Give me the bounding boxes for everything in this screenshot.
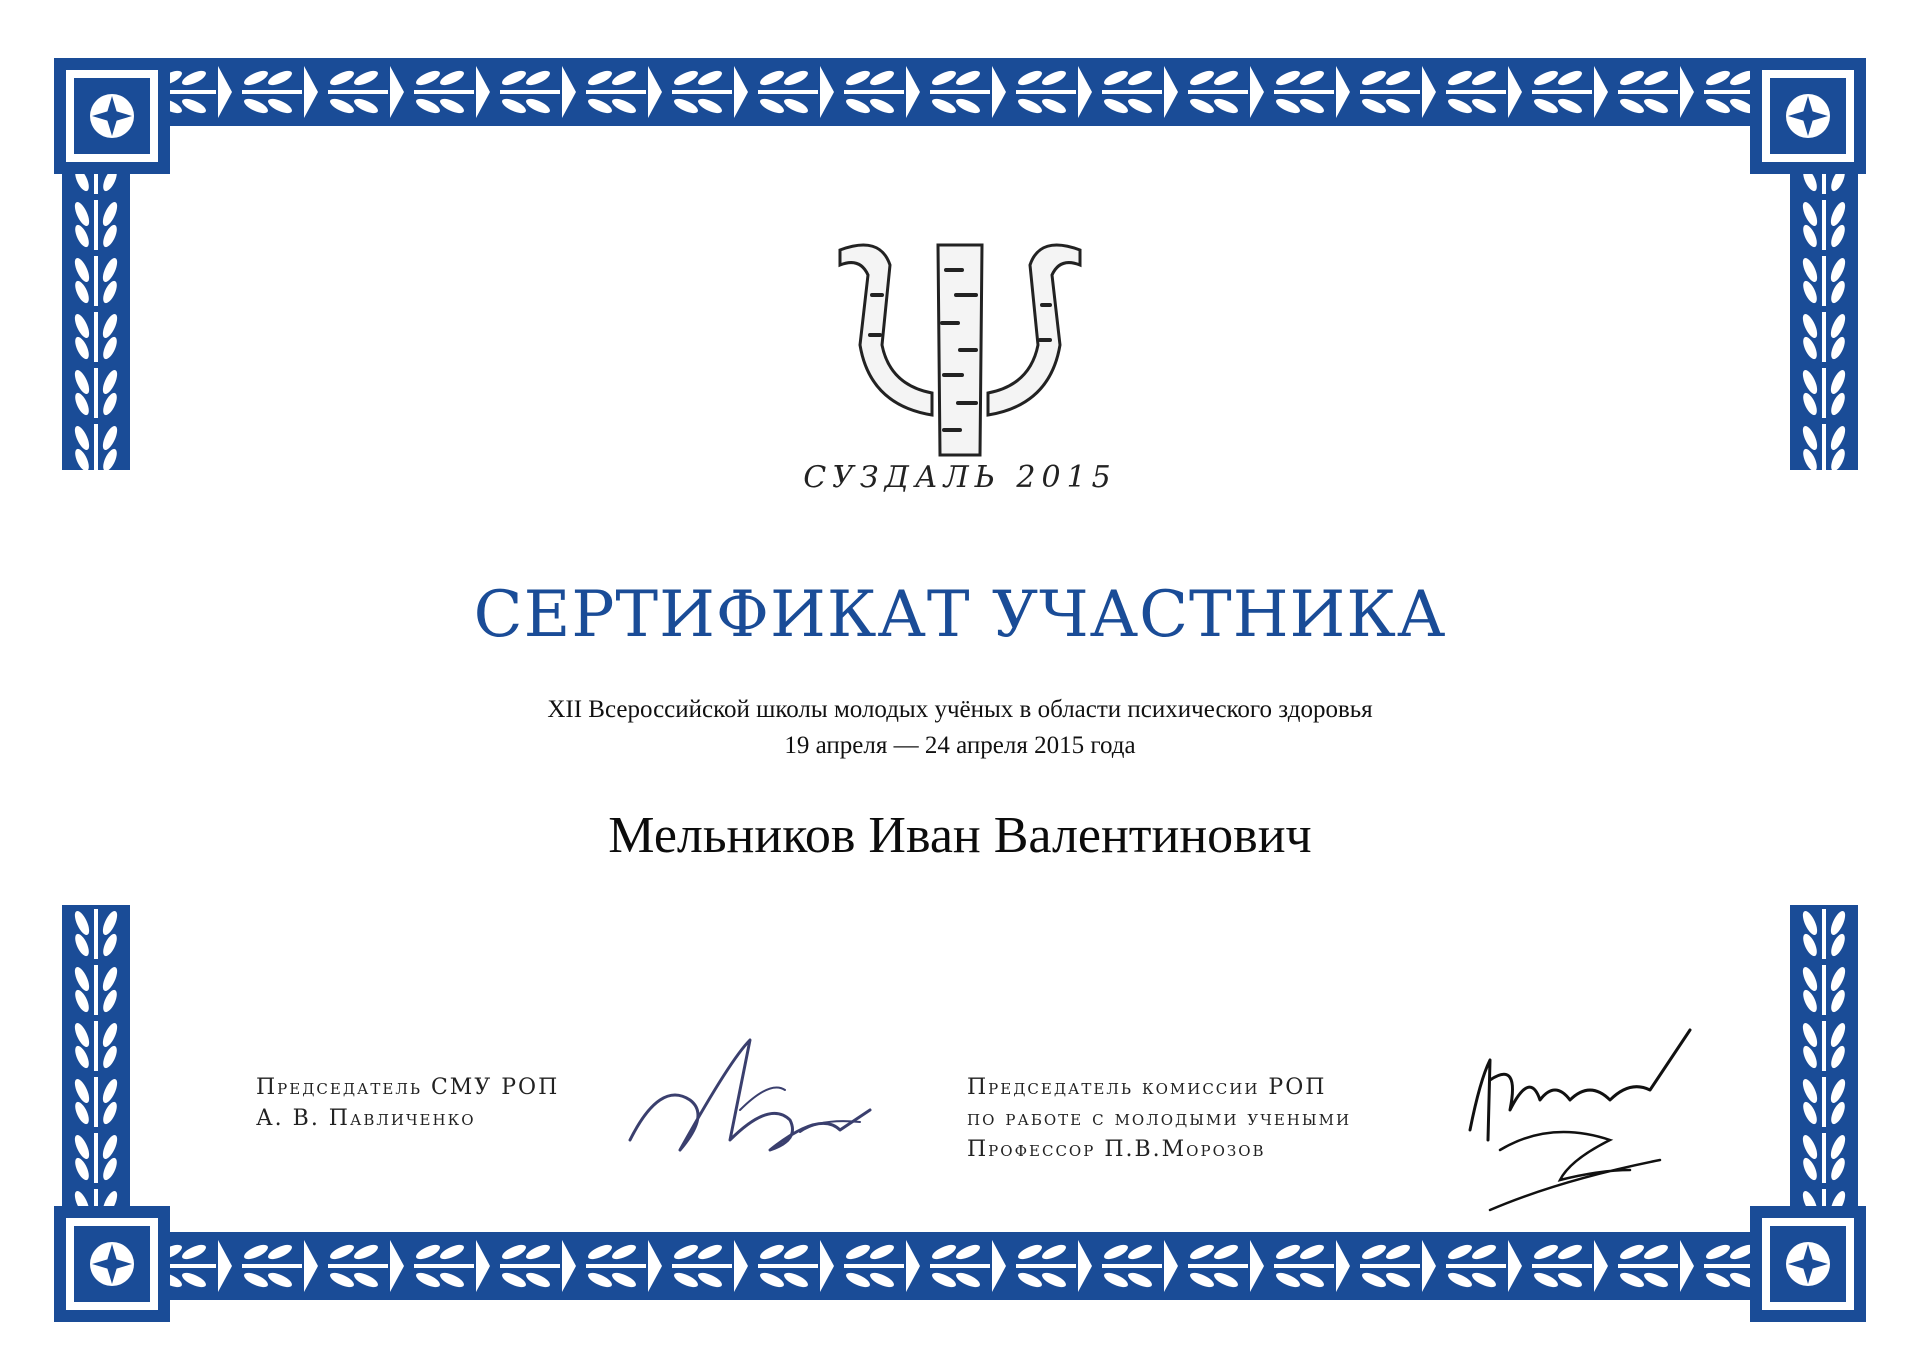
participant-name: Мельников Иван Валентинович xyxy=(608,807,1312,864)
psi-symbol-birch-icon xyxy=(820,225,1100,465)
certificate-subtitle xyxy=(360,692,1560,764)
signatory-right xyxy=(967,1072,1351,1165)
signatory-left xyxy=(256,1072,559,1134)
certificate-title: СЕРТИФИКАТ УЧАСТНИКА xyxy=(473,578,1447,652)
corner-ornament-bottom-right xyxy=(1744,1200,1872,1328)
frame-bottom xyxy=(150,1232,1770,1300)
frame-left-lower xyxy=(62,905,130,1225)
signatory-left-name: А. В. Павличенко xyxy=(256,1106,476,1131)
frame-left-upper xyxy=(62,140,130,470)
signatory-left-position: Председатель СМУ РОП xyxy=(256,1075,560,1100)
frame-right-upper xyxy=(1790,140,1858,470)
emblem-caption: СУЗДАЛЬ 2015 xyxy=(803,460,1117,495)
signatory-right-position: Председатель комиссии РОП xyxy=(967,1075,1327,1100)
corner-ornament-top-right xyxy=(1744,52,1872,180)
signature-right-handwritten xyxy=(1460,1020,1700,1230)
signature-left-handwritten xyxy=(620,1020,880,1180)
corner-ornament-top-left xyxy=(48,52,176,180)
frame-top xyxy=(150,58,1770,126)
corner-ornament-bottom-left xyxy=(48,1200,176,1328)
frame-right-lower xyxy=(1790,905,1858,1225)
subtitle-event-line: XII Всероссийской школы молодых учёных в области психического здоровья xyxy=(547,696,1373,723)
subtitle-date-line: 19 апреля — 24 апреля 2015 года xyxy=(784,732,1136,759)
signatory-right-name: Профессор П.В.Морозов xyxy=(967,1137,1266,1162)
signatory-right-commission: по работе с молодыми учеными xyxy=(967,1106,1352,1131)
